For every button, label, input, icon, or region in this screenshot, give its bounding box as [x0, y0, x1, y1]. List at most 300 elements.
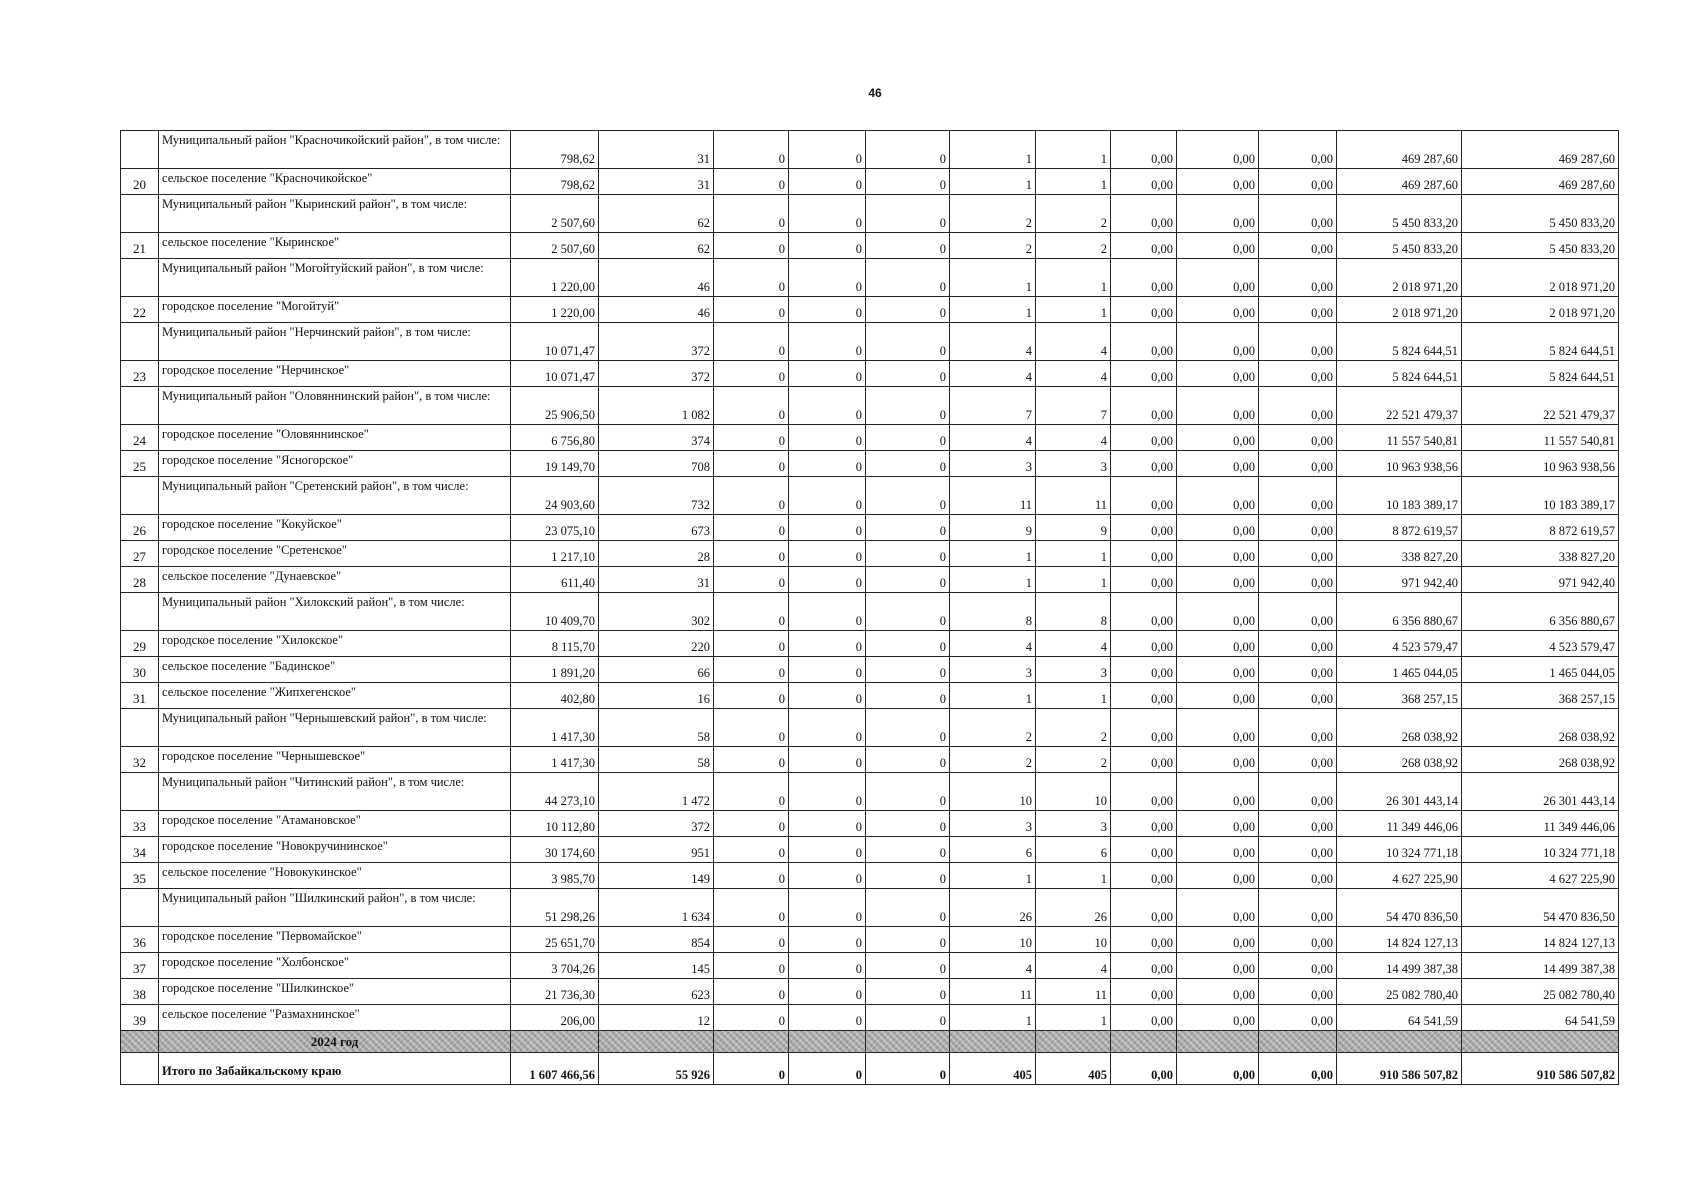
cell-c5: 0 — [866, 1005, 950, 1031]
cell-c2: 708 — [599, 451, 714, 477]
cell-c7: 7 — [1036, 387, 1111, 425]
row-number — [121, 1053, 159, 1085]
cell-c4: 0 — [789, 979, 866, 1005]
cell-c9: 0,00 — [1177, 889, 1259, 927]
table-body — [121, 131, 1619, 1085]
cell-c10: 0,00 — [1259, 297, 1337, 323]
cell-c2: 46 — [599, 297, 714, 323]
cell-c8: 0,00 — [1111, 631, 1177, 657]
cell-c2: 31 — [599, 131, 714, 169]
cell-c12: 268 038,92 — [1462, 709, 1619, 747]
cell-c10: 0,00 — [1259, 657, 1337, 683]
cell-c10: 0,00 — [1259, 323, 1337, 361]
row-name: Муниципальный район "Оловяннинский район", в том числе: — [159, 387, 511, 425]
row-name: городское поселение "Шилкинское" — [159, 979, 511, 1005]
cell-c1: 798,62 — [511, 131, 599, 169]
cell-c9: 0,00 — [1177, 195, 1259, 233]
cell-c1: 25 906,50 — [511, 387, 599, 425]
table-row — [121, 541, 1619, 567]
cell-c3: 0 — [714, 169, 789, 195]
cell-c7: 10 — [1036, 773, 1111, 811]
cell-c6: 1 — [950, 1005, 1036, 1031]
cell-c5: 0 — [866, 773, 950, 811]
cell-c8: 0,00 — [1111, 195, 1177, 233]
cell-c5: 0 — [866, 233, 950, 259]
cell-c1: 10 112,80 — [511, 811, 599, 837]
cell-c4: 0 — [789, 169, 866, 195]
cell-c3: 0 — [714, 811, 789, 837]
cell-c9: 0,00 — [1177, 567, 1259, 593]
cell-c4: 0 — [789, 657, 866, 683]
cell-c5: 0 — [866, 169, 950, 195]
cell-c1: 798,62 — [511, 169, 599, 195]
cell-c3: 0 — [714, 323, 789, 361]
table-row — [121, 863, 1619, 889]
cell-c9: 0,00 — [1177, 953, 1259, 979]
cell-c1: 1 891,20 — [511, 657, 599, 683]
cell-c8: 0,00 — [1111, 541, 1177, 567]
cell-c9: 0,00 — [1177, 131, 1259, 169]
cell-c11: 22 521 479,37 — [1337, 387, 1462, 425]
cell-c8: 0,00 — [1111, 323, 1177, 361]
cell-c8: 0,00 — [1111, 515, 1177, 541]
row-name: Муниципальный район "Красночикойский район", в том числе: — [159, 131, 511, 169]
table-row — [121, 747, 1619, 773]
cell-c9: 0,00 — [1177, 837, 1259, 863]
cell-c12: 11 349 446,06 — [1462, 811, 1619, 837]
cell-c2: 374 — [599, 425, 714, 451]
cell-c11: 469 287,60 — [1337, 169, 1462, 195]
row-number — [121, 773, 159, 811]
cell-c11: 268 038,92 — [1337, 709, 1462, 747]
row-name: городское поселение "Нерчинское" — [159, 361, 511, 387]
cell-c2: 732 — [599, 477, 714, 515]
cell-c8: 0,00 — [1111, 425, 1177, 451]
year-band-cell — [1036, 1031, 1111, 1053]
cell-c1: 30 174,60 — [511, 837, 599, 863]
cell-c2: 46 — [599, 259, 714, 297]
cell-c3: 0 — [714, 387, 789, 425]
year-band-cell — [714, 1031, 789, 1053]
cell-c3: 0 — [714, 683, 789, 709]
cell-c5: 0 — [866, 593, 950, 631]
cell-c3: 0 — [714, 131, 789, 169]
cell-c12: 64 541,59 — [1462, 1005, 1619, 1031]
row-name: сельское поселение "Красночикойское" — [159, 169, 511, 195]
cell-c1: 3 985,70 — [511, 863, 599, 889]
cell-c6: 7 — [950, 387, 1036, 425]
cell-c7: 3 — [1036, 657, 1111, 683]
cell-c10: 0,00 — [1259, 451, 1337, 477]
cell-c2: 1 472 — [599, 773, 714, 811]
table-row — [121, 773, 1619, 811]
cell-c10: 0,00 — [1259, 425, 1337, 451]
row-number — [121, 593, 159, 631]
cell-c10: 0,00 — [1259, 927, 1337, 953]
cell-c7: 4 — [1036, 425, 1111, 451]
year-band-cell — [1177, 1031, 1259, 1053]
cell-c6: 9 — [950, 515, 1036, 541]
cell-c1: 21 736,30 — [511, 979, 599, 1005]
cell-c6: 1 — [950, 297, 1036, 323]
cell-c10: 0,00 — [1259, 541, 1337, 567]
cell-c8: 0,00 — [1111, 567, 1177, 593]
cell-c5: 0 — [866, 567, 950, 593]
cell-c8: 0,00 — [1111, 1005, 1177, 1031]
table-row — [121, 387, 1619, 425]
cell-c11: 10 183 389,17 — [1337, 477, 1462, 515]
row-name: Итого по Забайкальскому краю — [159, 1053, 511, 1085]
cell-c4: 0 — [789, 709, 866, 747]
cell-c3: 0 — [714, 863, 789, 889]
cell-c7: 8 — [1036, 593, 1111, 631]
year-band-cell — [1462, 1031, 1619, 1053]
cell-c2: 145 — [599, 953, 714, 979]
cell-c12: 4 523 579,47 — [1462, 631, 1619, 657]
cell-c5: 0 — [866, 837, 950, 863]
cell-c8: 0,00 — [1111, 233, 1177, 259]
cell-c7: 2 — [1036, 233, 1111, 259]
cell-c4: 0 — [789, 425, 866, 451]
cell-c1: 206,00 — [511, 1005, 599, 1031]
row-number — [121, 195, 159, 233]
cell-c2: 149 — [599, 863, 714, 889]
cell-c11: 268 038,92 — [1337, 747, 1462, 773]
cell-c6: 10 — [950, 773, 1036, 811]
cell-c12: 5 450 833,20 — [1462, 195, 1619, 233]
year-band-cell — [1111, 1031, 1177, 1053]
cell-c5: 0 — [866, 1053, 950, 1085]
row-name: Муниципальный район "Шилкинский район", в том числе: — [159, 889, 511, 927]
row-name: Муниципальный район "Читинский район", в том числе: — [159, 773, 511, 811]
cell-c12: 8 872 619,57 — [1462, 515, 1619, 541]
cell-c11: 14 499 387,38 — [1337, 953, 1462, 979]
row-number: 28 — [121, 567, 159, 593]
cell-c1: 25 651,70 — [511, 927, 599, 953]
cell-c2: 1 082 — [599, 387, 714, 425]
cell-c10: 0,00 — [1259, 1053, 1337, 1085]
cell-c1: 1 607 466,56 — [511, 1053, 599, 1085]
cell-c7: 10 — [1036, 927, 1111, 953]
cell-c11: 10 963 938,56 — [1337, 451, 1462, 477]
cell-c7: 1 — [1036, 169, 1111, 195]
cell-c3: 0 — [714, 837, 789, 863]
table-row — [121, 131, 1619, 169]
cell-c2: 58 — [599, 747, 714, 773]
row-number: 37 — [121, 953, 159, 979]
cell-c2: 951 — [599, 837, 714, 863]
cell-c8: 0,00 — [1111, 747, 1177, 773]
cell-c9: 0,00 — [1177, 361, 1259, 387]
cell-c8: 0,00 — [1111, 657, 1177, 683]
cell-c6: 2 — [950, 233, 1036, 259]
cell-c6: 1 — [950, 169, 1036, 195]
row-number: 27 — [121, 541, 159, 567]
row-number: 38 — [121, 979, 159, 1005]
cell-c3: 0 — [714, 567, 789, 593]
cell-c10: 0,00 — [1259, 683, 1337, 709]
cell-c9: 0,00 — [1177, 541, 1259, 567]
cell-c5: 0 — [866, 811, 950, 837]
cell-c11: 469 287,60 — [1337, 131, 1462, 169]
cell-c9: 0,00 — [1177, 259, 1259, 297]
cell-c3: 0 — [714, 515, 789, 541]
table-row — [121, 477, 1619, 515]
row-name: Муниципальный район "Хилокский район", в том числе: — [159, 593, 511, 631]
cell-c11: 4 523 579,47 — [1337, 631, 1462, 657]
cell-c7: 1 — [1036, 567, 1111, 593]
cell-c12: 5 824 644,51 — [1462, 361, 1619, 387]
cell-c4: 0 — [789, 631, 866, 657]
cell-c11: 14 824 127,13 — [1337, 927, 1462, 953]
cell-c4: 0 — [789, 567, 866, 593]
table-row — [121, 709, 1619, 747]
cell-c11: 8 872 619,57 — [1337, 515, 1462, 541]
cell-c6: 405 — [950, 1053, 1036, 1085]
cell-c7: 4 — [1036, 323, 1111, 361]
table-row — [121, 979, 1619, 1005]
cell-c8: 0,00 — [1111, 1053, 1177, 1085]
cell-c4: 0 — [789, 297, 866, 323]
cell-c6: 4 — [950, 953, 1036, 979]
cell-c12: 5 450 833,20 — [1462, 233, 1619, 259]
row-name: городское поселение "Кокуйское" — [159, 515, 511, 541]
cell-c12: 26 301 443,14 — [1462, 773, 1619, 811]
row-name: сельское поселение "Кыринское" — [159, 233, 511, 259]
cell-c1: 10 071,47 — [511, 361, 599, 387]
cell-c10: 0,00 — [1259, 259, 1337, 297]
cell-c1: 6 756,80 — [511, 425, 599, 451]
cell-c8: 0,00 — [1111, 811, 1177, 837]
row-name: городское поселение "Холбонское" — [159, 953, 511, 979]
cell-c10: 0,00 — [1259, 709, 1337, 747]
cell-c11: 910 586 507,82 — [1337, 1053, 1462, 1085]
cell-c7: 3 — [1036, 451, 1111, 477]
row-number: 36 — [121, 927, 159, 953]
cell-c7: 405 — [1036, 1053, 1111, 1085]
cell-c6: 11 — [950, 477, 1036, 515]
cell-c1: 19 149,70 — [511, 451, 599, 477]
table-row — [121, 927, 1619, 953]
cell-c2: 58 — [599, 709, 714, 747]
cell-c5: 0 — [866, 387, 950, 425]
cell-c8: 0,00 — [1111, 927, 1177, 953]
cell-c5: 0 — [866, 953, 950, 979]
cell-c5: 0 — [866, 515, 950, 541]
cell-c10: 0,00 — [1259, 233, 1337, 259]
cell-c12: 25 082 780,40 — [1462, 979, 1619, 1005]
cell-c11: 368 257,15 — [1337, 683, 1462, 709]
cell-c6: 11 — [950, 979, 1036, 1005]
cell-c2: 31 — [599, 567, 714, 593]
cell-c3: 0 — [714, 1053, 789, 1085]
cell-c3: 0 — [714, 773, 789, 811]
cell-c1: 1 220,00 — [511, 259, 599, 297]
cell-c8: 0,00 — [1111, 169, 1177, 195]
cell-c12: 14 824 127,13 — [1462, 927, 1619, 953]
row-number: 23 — [121, 361, 159, 387]
cell-c3: 0 — [714, 297, 789, 323]
cell-c10: 0,00 — [1259, 837, 1337, 863]
cell-c2: 623 — [599, 979, 714, 1005]
cell-c12: 268 038,92 — [1462, 747, 1619, 773]
year-band-cell — [866, 1031, 950, 1053]
cell-c10: 0,00 — [1259, 953, 1337, 979]
cell-c3: 0 — [714, 953, 789, 979]
cell-c8: 0,00 — [1111, 131, 1177, 169]
cell-c5: 0 — [866, 541, 950, 567]
cell-c11: 64 541,59 — [1337, 1005, 1462, 1031]
cell-c11: 5 450 833,20 — [1337, 233, 1462, 259]
cell-c7: 2 — [1036, 709, 1111, 747]
cell-c5: 0 — [866, 477, 950, 515]
cell-c10: 0,00 — [1259, 811, 1337, 837]
cell-c4: 0 — [789, 515, 866, 541]
cell-c11: 11 349 446,06 — [1337, 811, 1462, 837]
cell-c1: 10 409,70 — [511, 593, 599, 631]
cell-c4: 0 — [789, 259, 866, 297]
cell-c7: 1 — [1036, 1005, 1111, 1031]
cell-c6: 2 — [950, 709, 1036, 747]
year-band-cell — [1259, 1031, 1337, 1053]
cell-c12: 4 627 225,90 — [1462, 863, 1619, 889]
cell-c4: 0 — [789, 953, 866, 979]
cell-c10: 0,00 — [1259, 593, 1337, 631]
cell-c9: 0,00 — [1177, 233, 1259, 259]
cell-c2: 12 — [599, 1005, 714, 1031]
cell-c9: 0,00 — [1177, 451, 1259, 477]
cell-c12: 368 257,15 — [1462, 683, 1619, 709]
cell-c1: 51 298,26 — [511, 889, 599, 927]
table-row — [121, 593, 1619, 631]
cell-c2: 220 — [599, 631, 714, 657]
cell-c11: 26 301 443,14 — [1337, 773, 1462, 811]
cell-c10: 0,00 — [1259, 169, 1337, 195]
cell-c7: 4 — [1036, 361, 1111, 387]
cell-c9: 0,00 — [1177, 657, 1259, 683]
row-number — [121, 259, 159, 297]
cell-c11: 10 324 771,18 — [1337, 837, 1462, 863]
cell-c1: 10 071,47 — [511, 323, 599, 361]
cell-c6: 8 — [950, 593, 1036, 631]
cell-c7: 4 — [1036, 953, 1111, 979]
cell-c12: 22 521 479,37 — [1462, 387, 1619, 425]
table-row — [121, 297, 1619, 323]
cell-c4: 0 — [789, 863, 866, 889]
cell-c5: 0 — [866, 683, 950, 709]
cell-c11: 4 627 225,90 — [1337, 863, 1462, 889]
cell-c9: 0,00 — [1177, 709, 1259, 747]
year-band-cell — [511, 1031, 599, 1053]
row-name: городское поселение "Чернышевское" — [159, 747, 511, 773]
cell-c4: 0 — [789, 593, 866, 631]
cell-c3: 0 — [714, 657, 789, 683]
cell-c2: 28 — [599, 541, 714, 567]
cell-c12: 10 324 771,18 — [1462, 837, 1619, 863]
table-row — [121, 953, 1619, 979]
row-number — [121, 387, 159, 425]
row-name: городское поселение "Сретенское" — [159, 541, 511, 567]
cell-c4: 0 — [789, 387, 866, 425]
row-name: сельское поселение "Жипхегенское" — [159, 683, 511, 709]
table-row — [121, 657, 1619, 683]
cell-c3: 0 — [714, 361, 789, 387]
row-name: Муниципальный район "Могойтуйский район", в том числе: — [159, 259, 511, 297]
row-number: 33 — [121, 811, 159, 837]
cell-c5: 0 — [866, 863, 950, 889]
cell-c11: 25 082 780,40 — [1337, 979, 1462, 1005]
cell-c10: 0,00 — [1259, 131, 1337, 169]
cell-c5: 0 — [866, 657, 950, 683]
cell-c7: 3 — [1036, 811, 1111, 837]
row-name: Муниципальный район "Чернышевский район", в том числе: — [159, 709, 511, 747]
cell-c7: 9 — [1036, 515, 1111, 541]
year-band-row — [121, 1031, 1619, 1053]
cell-c11: 11 557 540,81 — [1337, 425, 1462, 451]
cell-c11: 6 356 880,67 — [1337, 593, 1462, 631]
cell-c10: 0,00 — [1259, 747, 1337, 773]
cell-c5: 0 — [866, 631, 950, 657]
cell-c3: 0 — [714, 1005, 789, 1031]
cell-c7: 1 — [1036, 297, 1111, 323]
table-row — [121, 631, 1619, 657]
cell-c4: 0 — [789, 233, 866, 259]
row-number — [121, 323, 159, 361]
cell-c5: 0 — [866, 297, 950, 323]
cell-c3: 0 — [714, 593, 789, 631]
cell-c12: 6 356 880,67 — [1462, 593, 1619, 631]
cell-c9: 0,00 — [1177, 631, 1259, 657]
cell-c11: 971 942,40 — [1337, 567, 1462, 593]
cell-c2: 673 — [599, 515, 714, 541]
row-name: сельское поселение "Дунаевское" — [159, 567, 511, 593]
cell-c8: 0,00 — [1111, 837, 1177, 863]
cell-c6: 1 — [950, 259, 1036, 297]
cell-c8: 0,00 — [1111, 387, 1177, 425]
cell-c7: 4 — [1036, 631, 1111, 657]
cell-c7: 1 — [1036, 863, 1111, 889]
cell-c1: 1 217,10 — [511, 541, 599, 567]
cell-c7: 1 — [1036, 683, 1111, 709]
cell-c3: 0 — [714, 747, 789, 773]
cell-c9: 0,00 — [1177, 1005, 1259, 1031]
cell-c10: 0,00 — [1259, 477, 1337, 515]
cell-c9: 0,00 — [1177, 425, 1259, 451]
cell-c1: 24 903,60 — [511, 477, 599, 515]
row-number: 20 — [121, 169, 159, 195]
cell-c8: 0,00 — [1111, 773, 1177, 811]
cell-c6: 1 — [950, 683, 1036, 709]
row-name: городское поселение "Ясногорское" — [159, 451, 511, 477]
cell-c4: 0 — [789, 131, 866, 169]
cell-c7: 1 — [1036, 131, 1111, 169]
cell-c9: 0,00 — [1177, 1053, 1259, 1085]
cell-c9: 0,00 — [1177, 515, 1259, 541]
cell-c12: 469 287,60 — [1462, 131, 1619, 169]
row-number — [121, 131, 159, 169]
row-name: городское поселение "Новокручининское" — [159, 837, 511, 863]
cell-c7: 2 — [1036, 747, 1111, 773]
cell-c12: 2 018 971,20 — [1462, 259, 1619, 297]
row-number — [121, 709, 159, 747]
cell-c2: 1 634 — [599, 889, 714, 927]
table-row — [121, 323, 1619, 361]
table-row — [121, 425, 1619, 451]
row-number: 35 — [121, 863, 159, 889]
table-row — [121, 837, 1619, 863]
cell-c4: 0 — [789, 451, 866, 477]
cell-c9: 0,00 — [1177, 683, 1259, 709]
